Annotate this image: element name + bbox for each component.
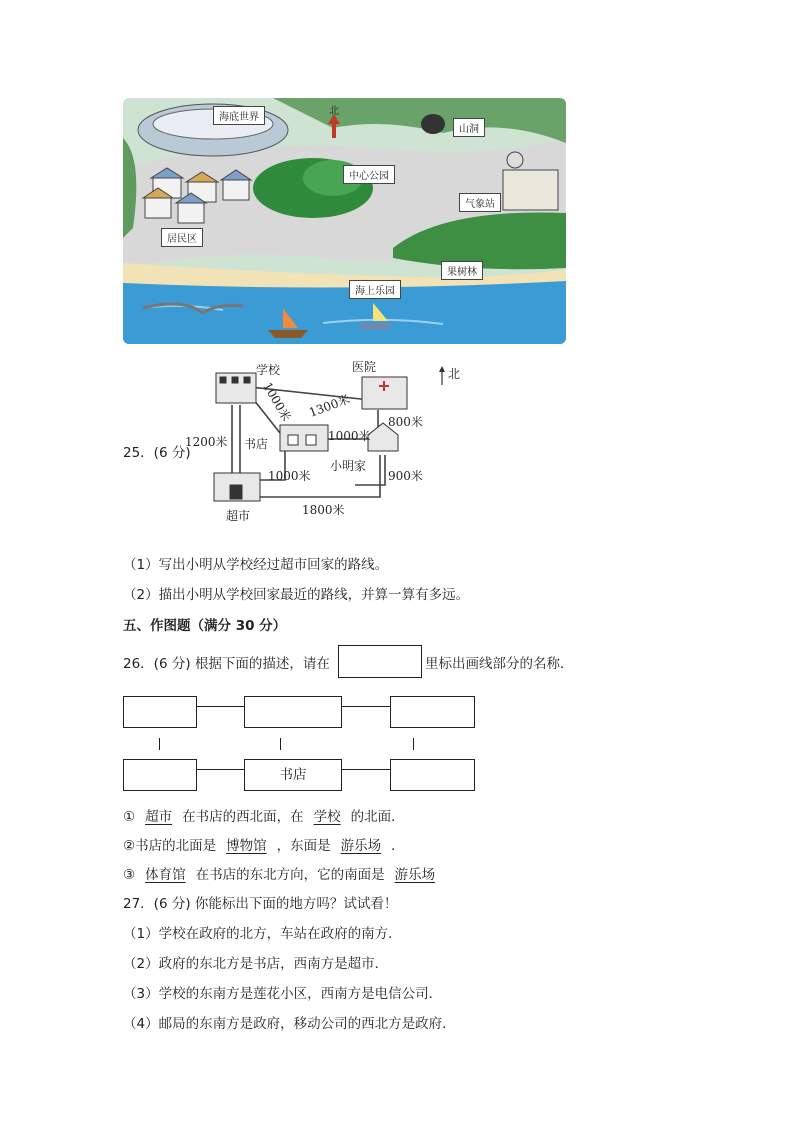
- place-hospital: 医院: [352, 360, 377, 374]
- dist-school-supermarket: 1200米: [185, 435, 228, 449]
- q27-item: （4）邮局的东南方是政府，移动公司的西北方是政府．: [123, 1016, 456, 1032]
- grid-connector: [342, 769, 390, 770]
- north-label: 北: [329, 106, 339, 117]
- q27-item: （2）政府的东北方是书店，西南方是超市．: [123, 956, 389, 972]
- q26-prefix: 26．(6 分) 根据下面的描述，请在: [123, 656, 330, 672]
- label-orchard: 果树林: [441, 261, 483, 280]
- q26-example-box: [338, 645, 422, 678]
- line1-c: 的北面．: [350, 809, 405, 825]
- grid-box-bottom-right[interactable]: [390, 759, 475, 791]
- line2-answer2: 游乐场: [340, 838, 382, 854]
- grid-connector: [342, 706, 390, 707]
- dist-bookstore-home: 1000米: [328, 429, 371, 443]
- line2-b: ，东面是: [276, 838, 331, 854]
- q26-suffix: 里标出画线部分的名称．: [425, 656, 574, 672]
- line3-b: 在书店的东北方向，它的南面是: [195, 867, 385, 883]
- grid-box-bookstore: [244, 759, 342, 791]
- line3-answer2: 游乐场: [394, 867, 436, 883]
- line3-a: ③: [123, 867, 136, 883]
- line2-a: ②书店的北面是: [123, 838, 217, 854]
- line3-answer1: 体育馆: [145, 867, 186, 883]
- q27-item: （3）学校的东南方是莲花小区，西南方是电信公司．: [123, 986, 443, 1002]
- grid-box-top-left[interactable]: [123, 696, 197, 728]
- line1-a: ①: [123, 809, 136, 825]
- dist-school-bookstore: 1000米: [260, 379, 294, 424]
- line1-answer1: 超市: [145, 809, 173, 825]
- grid-connector: [197, 769, 244, 770]
- dist-hospital-home: 800米: [388, 415, 423, 429]
- place-supermarket: 超市: [226, 509, 251, 523]
- grid-tick: [280, 738, 281, 750]
- dist-school-hospital: 1300米: [307, 392, 352, 420]
- place-school: 学校: [256, 363, 281, 377]
- grid-box-top-center[interactable]: [244, 696, 342, 728]
- q27-item: （1）学校在政府的北方，车站在政府的南方．: [123, 926, 402, 942]
- label-weather-station: 气象站: [459, 193, 501, 212]
- grid-tick: [413, 738, 414, 750]
- scene-map: [123, 98, 566, 344]
- label-cave: 山洞: [453, 118, 485, 137]
- dist-home-supermarket-right: 900米: [388, 469, 423, 483]
- line2-c: ．: [391, 838, 405, 854]
- grid-box-bottom-left[interactable]: [123, 759, 197, 791]
- q25-number: 25．(6 分): [123, 445, 191, 461]
- q26-line1: [123, 808, 405, 826]
- grid-connector: [197, 706, 244, 707]
- label-residential: 居民区: [161, 228, 203, 247]
- route-map: [180, 355, 470, 525]
- section-title: 五、作图题（满分 30 分）: [123, 618, 287, 634]
- grid-box-top-right[interactable]: [390, 696, 475, 728]
- line1-answer2: 学校: [313, 809, 341, 825]
- line1-b: 在书店的西北面，在: [182, 809, 304, 825]
- label-ocean-world: 海底世界: [213, 106, 265, 125]
- grid-tick: [159, 738, 160, 750]
- q27-title: 27．(6 分) 你能标出下面的地方吗？试试看！: [123, 896, 398, 912]
- place-bookstore: 书店: [244, 437, 269, 451]
- scene-map-illustration: [123, 98, 566, 344]
- label-central-park: 中心公园: [343, 165, 395, 184]
- q25-sub2: （2）描出小明从学校回家最近的路线，并算一算有多远。: [123, 587, 470, 603]
- place-home: 小明家: [330, 459, 367, 473]
- q25-sub1: （1）写出小明从学校经过超市回家的路线。: [123, 557, 389, 573]
- q26-line2: [123, 837, 405, 855]
- route-north-label: 北: [448, 367, 461, 381]
- line2-answer1: 博物馆: [226, 838, 267, 854]
- dist-supermarket-bottom: 1800米: [302, 503, 345, 517]
- q26-line3: [123, 866, 445, 884]
- bookstore-box-label: 书店: [279, 767, 307, 783]
- dist-bookstore-supermarket: 1000米: [268, 469, 311, 483]
- label-sea-park: 海上乐园: [349, 280, 401, 299]
